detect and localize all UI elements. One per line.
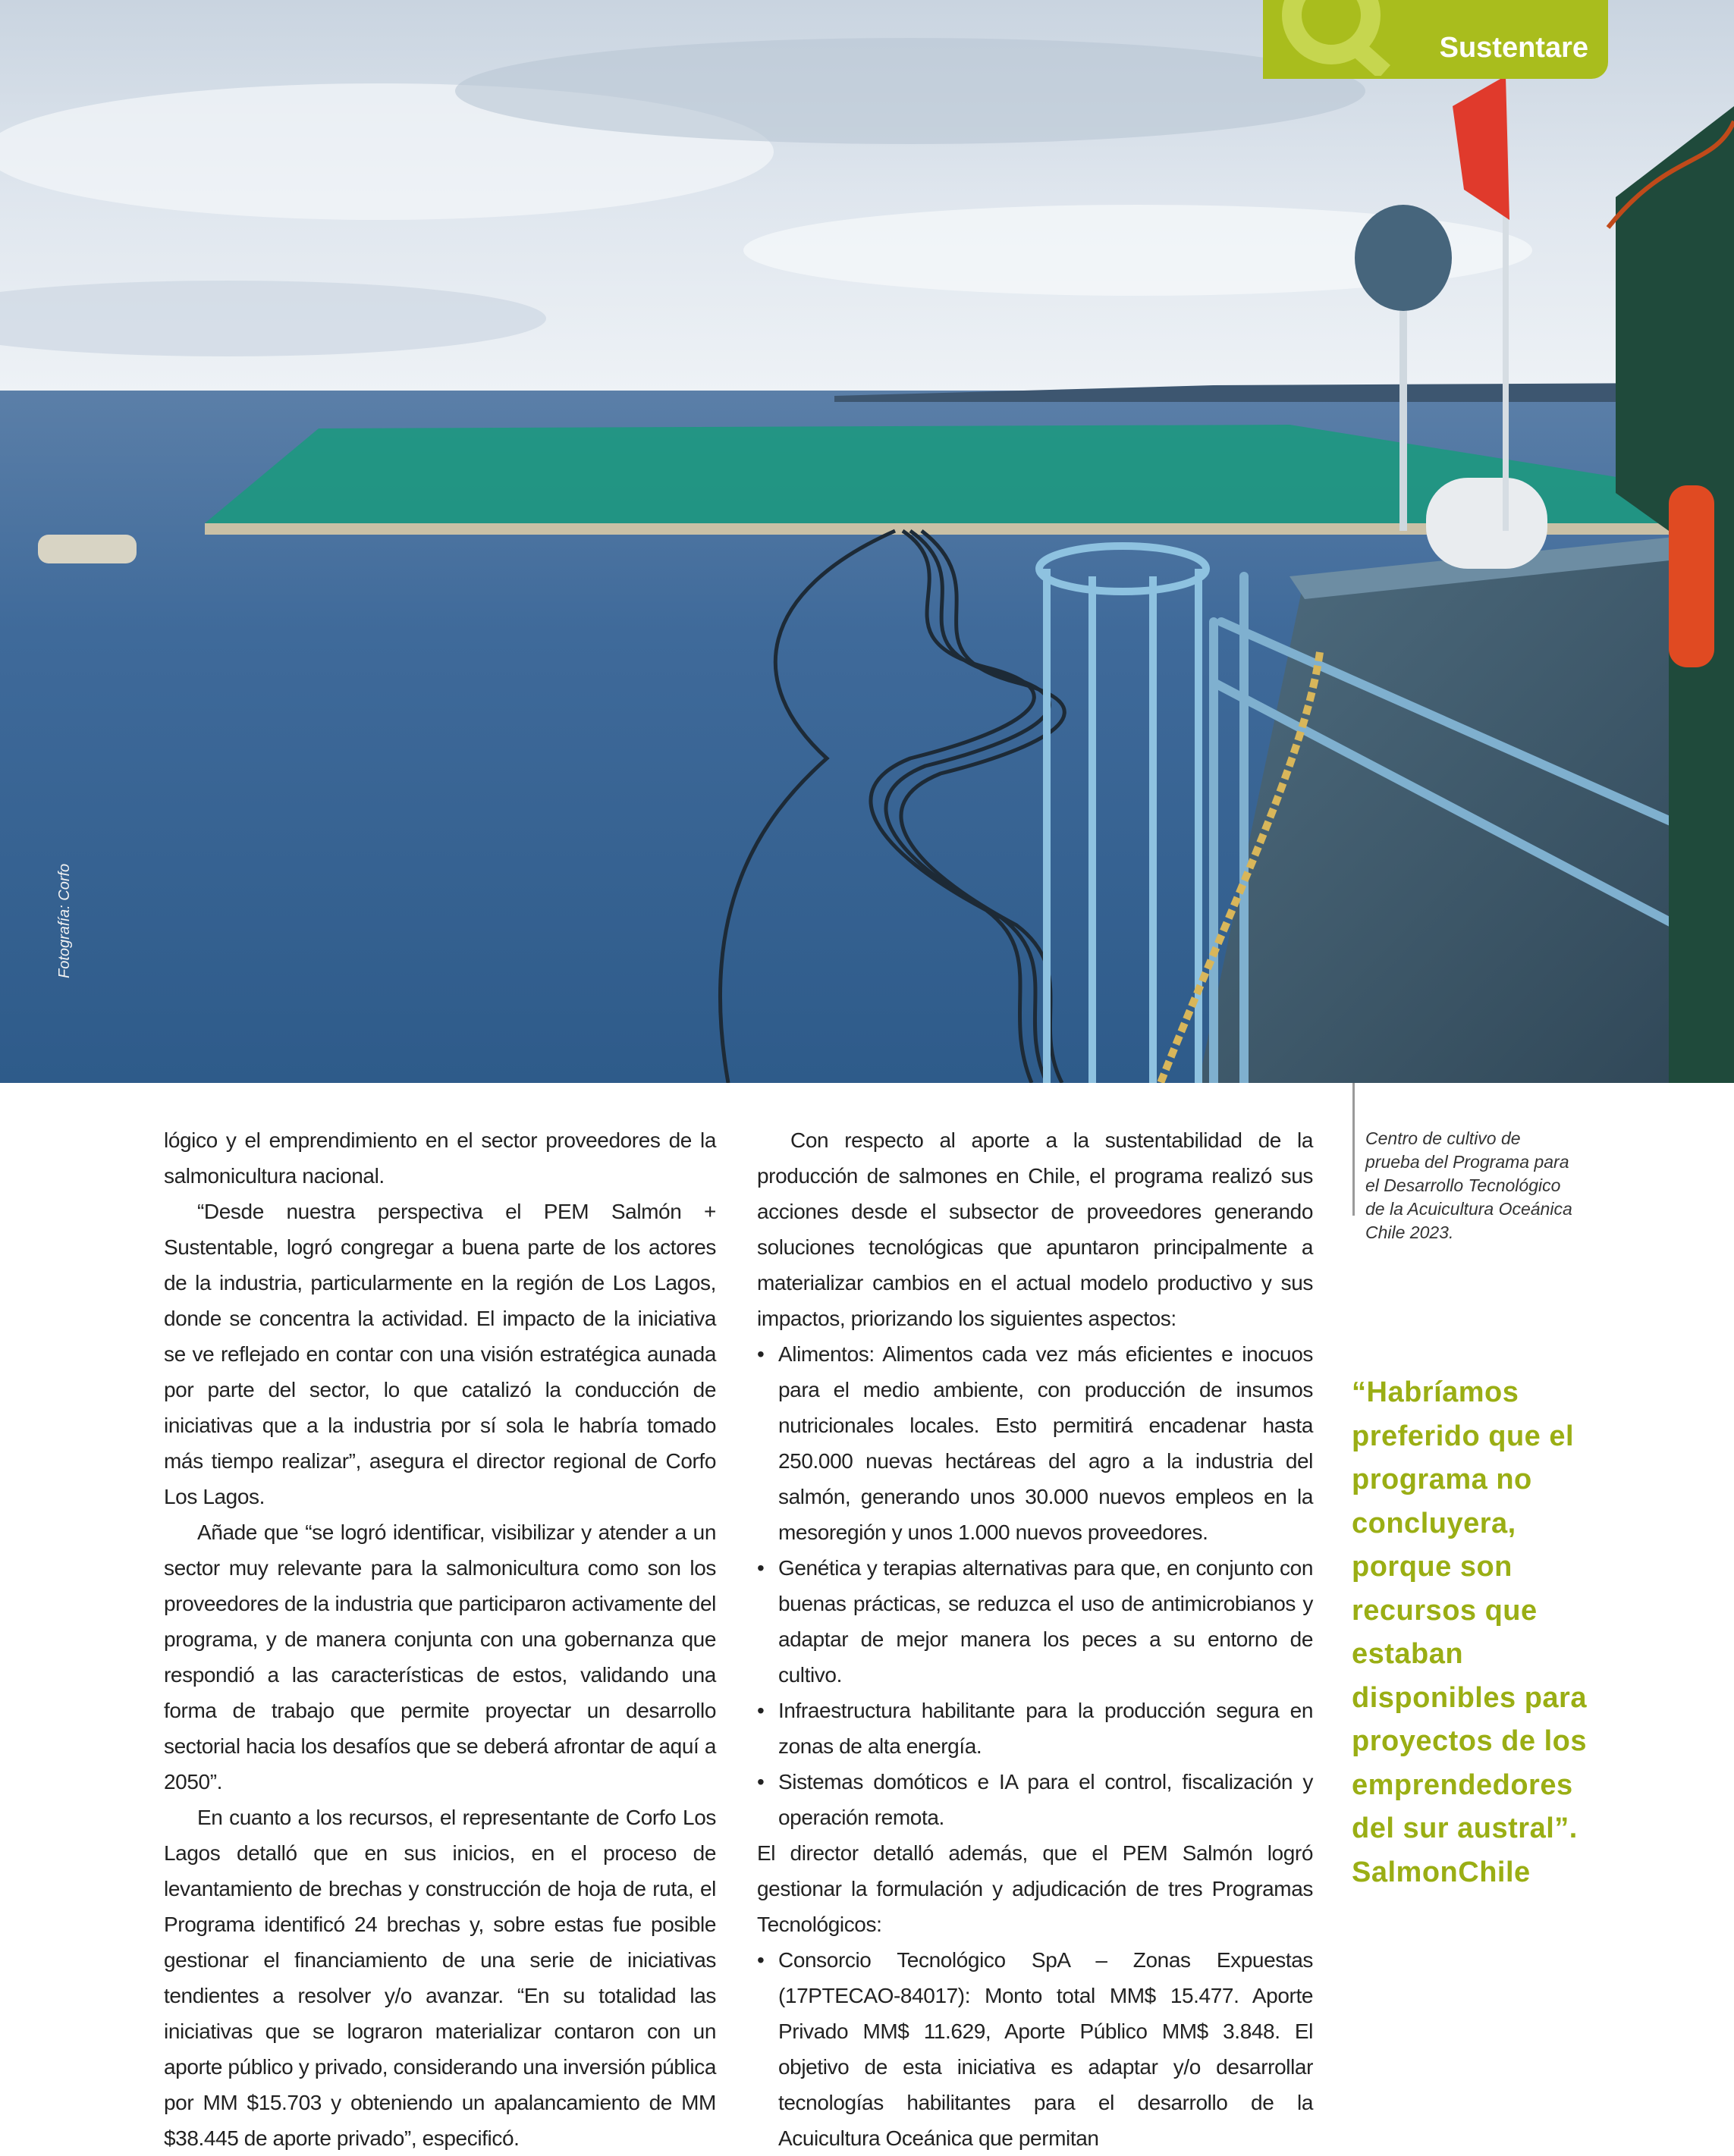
list-item: • Genética y terapias alternativas para que, en conjunto con buenas prácticas, se reduzca el uso de antimicrobianos y adaptar de mejor manera los peces a su entorno de cultivo. [757, 1550, 1313, 1693]
list-item: • Sistemas domóticos e IA para el control, fiscalización y operación remota. [757, 1764, 1313, 1835]
section-label: Sustentare [1439, 32, 1588, 64]
priority-list [757, 1336, 1313, 1835]
paragraph: En cuanto a los recursos, el representante de Corfo Los Lagos detalló que en sus inicios, en el proceso de levantamiento de brechas y construcción de hoja de ruta, el Programa identificó 24 brechas y, sobre estas fue posible gestionar el financiamiento de una serie de iniciativas tendientes a resolver y/o avanzar. “En su totalidad las iniciativas que se lograron materializar contaron con un aporte público y privado, considerando una inversión pública por MM $15.703 y obteniendo un apalancamiento de MM $38.445 de aporte privado”, especificó. [164, 1806, 716, 2150]
paragraph: “Desde nuestra perspectiva el PEM Salmón + Sustentable, logró congregar a buena parte de los actores de la industria, particularmente en la región de Los Lagos, donde se concentra la actividad. El impacto de la iniciativa se ve reflejado en contar con una visión estratégica aunada por parte del sector, lo que catalizó la conducción de iniciativas que a la industria por sí sola le habría tomado más tiempo realizar”, asegura el director regional de Corfo Los Lagos. [164, 1200, 716, 1508]
pull-quote-text: “Habríamos preferido que el programa no concluyera, porque son recursos que estaban disponibles para proyectos de los emprendedores del sur austral”. [1352, 1376, 1587, 1844]
magazine-logo-icon [1278, 0, 1399, 76]
article-column-2 [757, 1122, 1313, 2156]
section-tab [1263, 0, 1608, 79]
paragraph: El director detalló además, que el PEM Salmón logró gestionar la formulación y adjudicación de tres Programas Tecnológicos: [757, 1841, 1313, 1936]
photo-caption: Centro de cultivo de prueba del Programa para el Desarrollo Tecnológico de la Acuicultura Oceánica Chile 2023. [1365, 1128, 1572, 1242]
pull-quote-source: SalmonChile [1352, 1856, 1531, 1888]
paragraph: lógico y el emprendimiento en el sector proveedores de la salmonicultura nacional. [164, 1128, 716, 1188]
photo-credit: Fotografía: Corfo [56, 863, 73, 978]
pull-quote [1352, 1371, 1602, 1894]
programs-list [757, 1942, 1313, 2156]
list-item: • Infraestructura habilitante para la producción segura en zonas de alta energía. [757, 1693, 1313, 1764]
caption-divider [1352, 1083, 1355, 1216]
article-column-1 [164, 1122, 716, 2156]
paragraph: Añade que “se logró identificar, visibilizar y atender a un sector muy relevante para la salmonicultura como son los proveedores de la industria que participaron activamente del programa, y de manera conjunta con una gobernanza que respondió a las características de estos, validando una forma de trabajo que permite proyectar un desarrollo sectorial hacia los desafíos que se deberá afrontar de aquí a 2050”. [164, 1520, 716, 1794]
list-item: • Consorcio Tecnológico SpA – Zonas Expuestas (17PTECAO-84017): Monto total MM$ 15.477. Aporte Privado MM$ 11.629, Aporte Público MM$ 3.848. El objetivo de esta iniciativa es adaptar y/o desarrollar tecnologías habilitantes para el desarrollo de la Acuicultura Oceánica que permitan [757, 1942, 1313, 2156]
paragraph: Con respecto al aporte a la sustentabilidad de la producción de salmones en Chile, el programa realizó sus acciones desde el subsector de proveedores generando soluciones tecnológicas que apuntaron principalmente a materializar cambios en el actual modelo productivo y sus impactos, priorizando los siguientes aspectos: [757, 1128, 1313, 1330]
list-item: • Alimentos: Alimentos cada vez más eficientes e inocuos para el medio ambiente, con producción de insumos nutricionales locales. Esto permitirá encadenar hasta 250.000 nuevas hectáreas del agro a la industria del salmón, generando unos 30.000 nuevos empleos en la mesoregión y unos 1.000 nuevos proveedores. [757, 1336, 1313, 1550]
